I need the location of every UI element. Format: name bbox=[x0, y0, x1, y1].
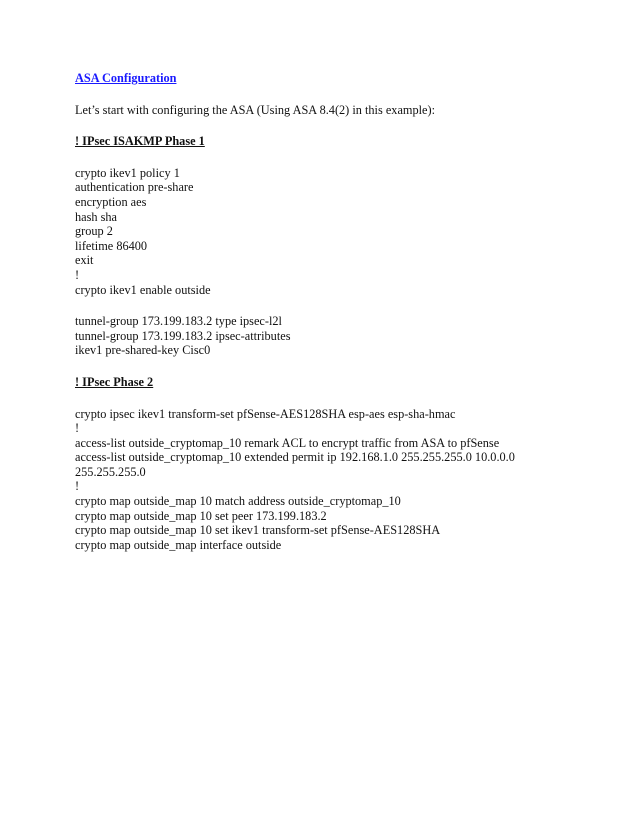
config-line: authentication pre-share bbox=[75, 180, 194, 195]
phase1-policy-block bbox=[75, 166, 615, 297]
config-line: 255.255.255.0 bbox=[75, 464, 146, 479]
config-line: ! bbox=[75, 479, 80, 494]
phase1-tunnel-group-block bbox=[75, 314, 615, 358]
asa-configuration-link[interactable]: ASA Configuration bbox=[75, 71, 177, 85]
config-line: tunnel-group 173.199.183.2 type ipsec-l2l bbox=[75, 314, 282, 329]
intro-paragraph: Let’s start with configuring the ASA (Using ASA 8.4(2) in this example): bbox=[75, 102, 435, 117]
config-line: exit bbox=[75, 253, 94, 268]
config-line: access-list outside_cryptomap_10 extended permit ip 192.168.1.0 255.255.255.0 10.0.0.0 bbox=[75, 450, 515, 465]
config-line: tunnel-group 173.199.183.2 ipsec-attributes bbox=[75, 328, 291, 343]
config-line: crypto ikev1 policy 1 bbox=[75, 165, 180, 180]
phase2-block bbox=[75, 407, 615, 553]
phase2-heading: ! IPsec Phase 2 bbox=[75, 374, 154, 389]
config-line: crypto map outside_map 10 set ikev1 transform-set pfSense-AES128SHA bbox=[75, 523, 441, 538]
config-line: crypto map outside_map interface outside bbox=[75, 537, 282, 552]
config-line: encryption aes bbox=[75, 194, 147, 209]
config-line: ikev1 pre-shared-key Cisc0 bbox=[75, 343, 211, 358]
config-line: ! bbox=[75, 267, 80, 282]
config-line: access-list outside_cryptomap_10 remark ACL to encrypt traffic from ASA to pfSense bbox=[75, 435, 500, 450]
config-line: crypto map outside_map 10 set peer 173.199.183.2 bbox=[75, 508, 327, 523]
phase1-heading: ! IPsec ISAKMP Phase 1 bbox=[75, 134, 205, 149]
config-line: ! bbox=[75, 421, 80, 436]
config-line: crypto ipsec ikev1 transform-set pfSense-AES128SHA esp-aes esp-sha-hmac bbox=[75, 406, 456, 421]
config-line: hash sha bbox=[75, 209, 118, 224]
config-line: crypto ikev1 enable outside bbox=[75, 282, 211, 297]
config-line: lifetime 86400 bbox=[75, 238, 148, 253]
document-page bbox=[75, 71, 615, 552]
config-line: group 2 bbox=[75, 224, 113, 239]
config-line: crypto map outside_map 10 match address outside_cryptomap_10 bbox=[75, 494, 401, 509]
